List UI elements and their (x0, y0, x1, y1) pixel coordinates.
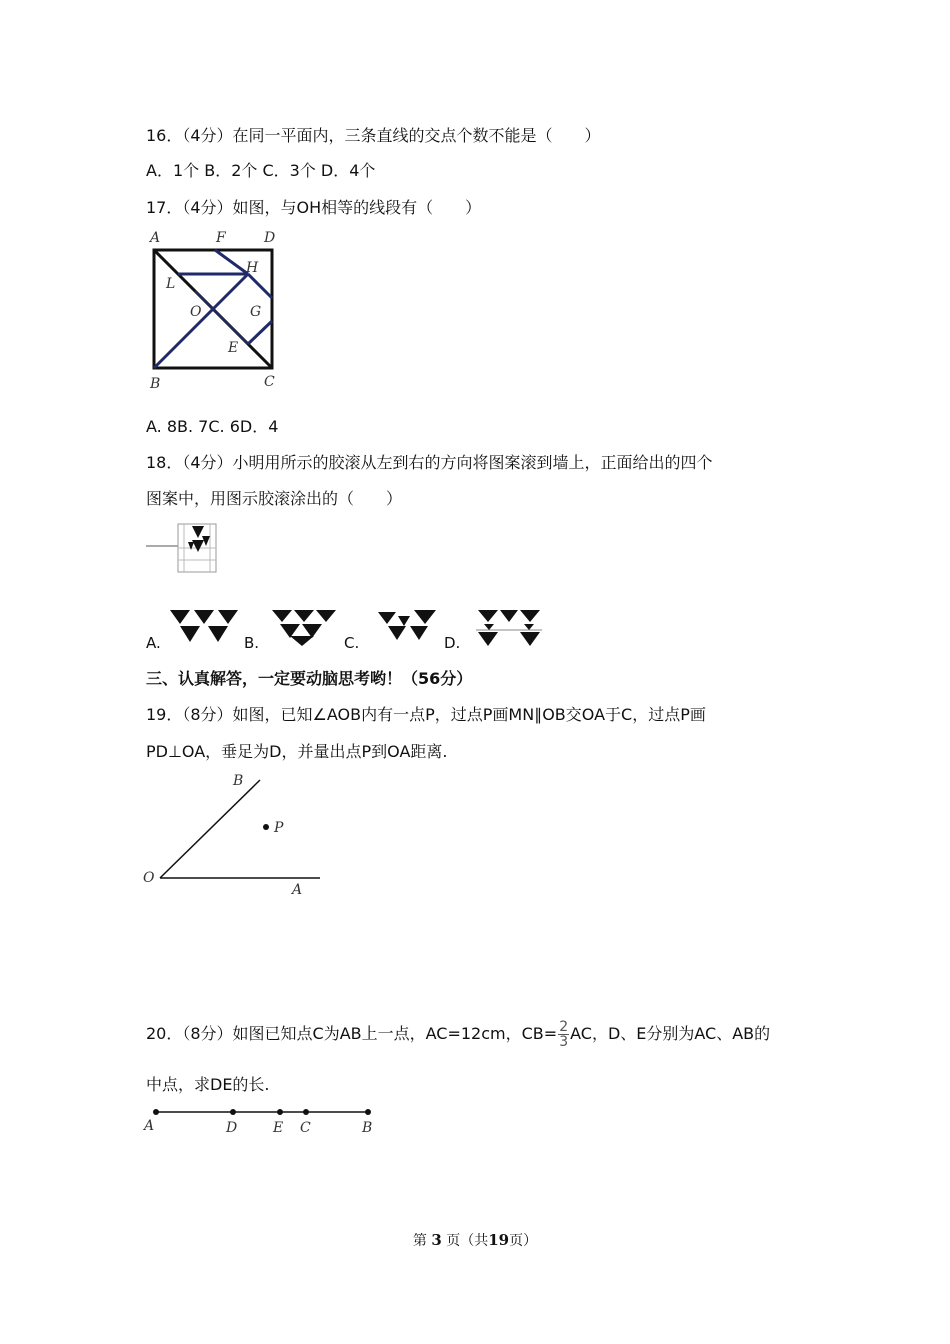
q19-angle-figure (140, 770, 330, 896)
q18-stem-line1: 18．（4分）小明用所示的胶滚从左到右的方向将图案滚到墙上，正面给出的四个 (146, 453, 713, 472)
footer-post: 页） (509, 1233, 538, 1249)
ray-ob (160, 780, 260, 878)
q18-option-d-pattern (474, 608, 544, 648)
q18-option-d-label: D. (444, 634, 461, 652)
q17-options: A. 8B. 7C. 6D．4 (146, 417, 279, 436)
label-c: C (300, 1120, 311, 1136)
label-b: B (150, 376, 161, 392)
label-e: E (228, 340, 239, 356)
label-d: D (264, 230, 276, 246)
segment-h-right (248, 274, 272, 298)
q18-roller-figure (144, 520, 224, 576)
label-a: A (144, 1118, 155, 1134)
q20-stem-line1 (146, 1020, 770, 1049)
q20-fraction (558, 1020, 569, 1049)
point-e (277, 1109, 283, 1115)
q19-stem-line1: 19．（8分）如图，已知∠AOB内有一点P，过点P画MN∥OB交OA于C，过点P画 (146, 705, 706, 724)
footer-total-pages: 19 (488, 1231, 510, 1249)
label-o: O (143, 870, 155, 886)
footer-pre: 第 (412, 1233, 427, 1249)
point-p (263, 824, 269, 830)
label-l: L (166, 276, 176, 292)
q20-stem-after: AC，D、E分别为AC、AB的 (570, 1024, 771, 1043)
q19-stem-line2: PD⊥OA，垂足为D，并量出点P到OA距离. (146, 742, 448, 761)
q18-option-c-label: C. (344, 634, 360, 652)
q18-option-a-pattern (168, 608, 240, 648)
segment-fh (215, 250, 248, 274)
q18-stem-line2: 图案中，用图示胶滚涂出的（ ） (146, 489, 403, 508)
section3-title: 三、认真解答，一定要动脑思考哟！（56分） (146, 669, 473, 688)
q20-frac-num: 2 (559, 1019, 569, 1035)
point-a (153, 1109, 159, 1115)
point-d (230, 1109, 236, 1115)
point-c (303, 1109, 309, 1115)
label-f: F (216, 230, 226, 246)
footer-page-number: 3 (431, 1231, 442, 1249)
label-h: H (246, 260, 259, 276)
q18-option-b-pattern (270, 608, 342, 648)
label-a: A (292, 882, 303, 896)
q18-option-b-label: B. (244, 634, 260, 652)
label-c: C (264, 374, 275, 390)
page-footer (0, 1230, 950, 1250)
label-a: A (150, 230, 161, 246)
label-o: O (190, 304, 202, 320)
q20-stem-before: 20．（8分）如图已知点C为AB上一点，AC=12cm，CB= (146, 1024, 558, 1043)
q20-frac-den: 3 (559, 1034, 569, 1050)
label-d: D (226, 1120, 238, 1136)
q16-stem: 16．（4分）在同一平面内，三条直线的交点个数不能是（ ） (146, 126, 601, 145)
segment-ge (248, 321, 272, 344)
q20-segment-figure (140, 1100, 390, 1140)
label-e: E (273, 1120, 284, 1136)
q18-option-c-pattern (374, 608, 442, 648)
q17-stem: 17．（4分）如图，与OH相等的线段有（ ） (146, 198, 482, 217)
label-b: B (362, 1120, 373, 1136)
label-g: G (250, 304, 262, 320)
label-b: B (233, 773, 244, 789)
q17-square-figure (140, 226, 290, 396)
label-p: P (274, 820, 284, 836)
point-b (365, 1109, 371, 1115)
q20-stem-line2: 中点，求DE的长. (146, 1075, 270, 1094)
q18-option-a-label: A. (146, 634, 161, 652)
q16-options: A．1个 B．2个 C．3个 D．4个 (146, 161, 376, 180)
footer-mid: 页（共 (446, 1233, 489, 1249)
